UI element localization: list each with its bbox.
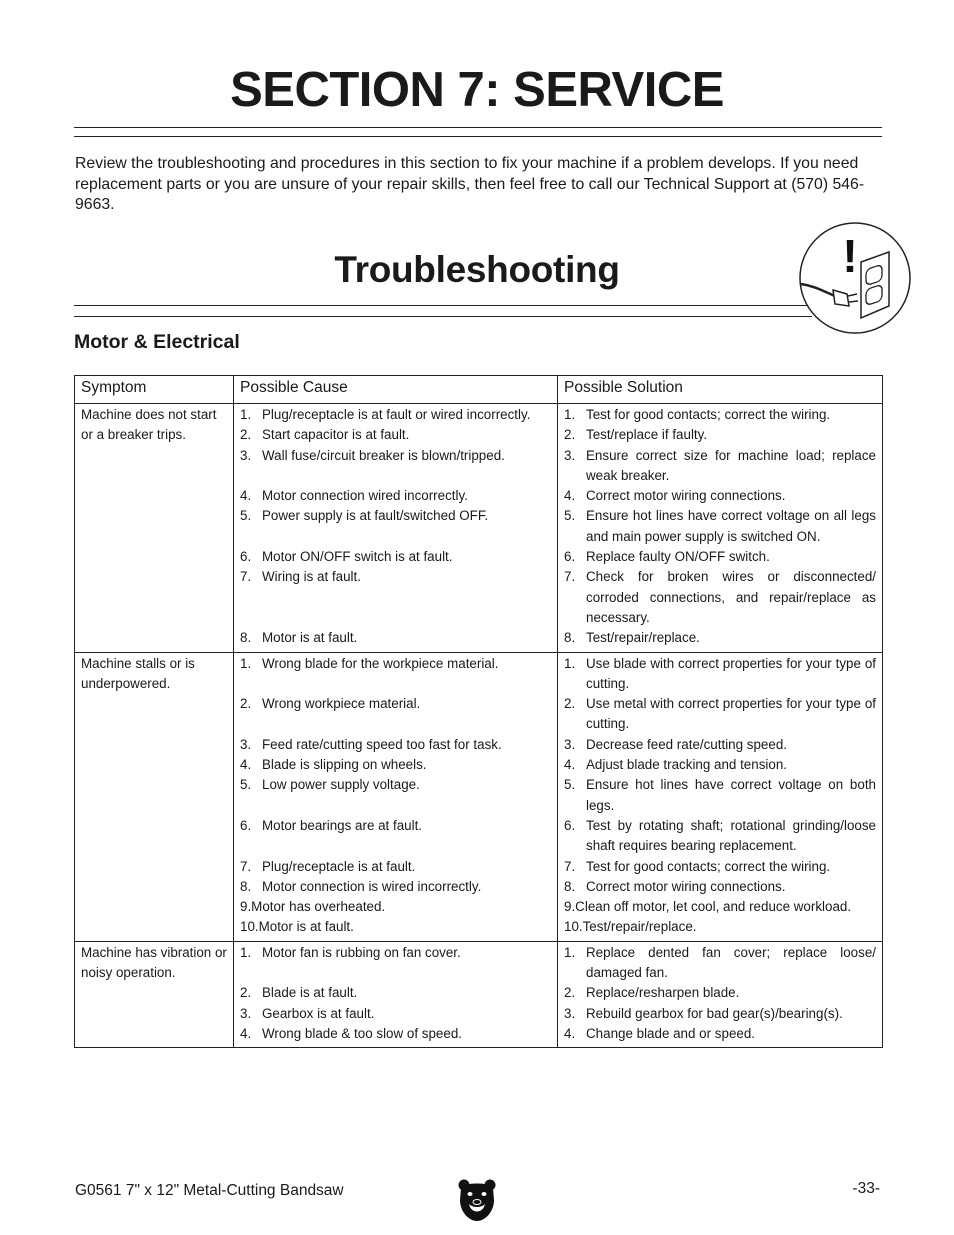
item-number: 2.: [564, 427, 576, 443]
symptom-header: Symptom: [75, 376, 234, 404]
item-number: 5.: [564, 508, 576, 524]
item-number: 4.: [564, 1025, 576, 1041]
item-text: Change blade and or speed.: [586, 1025, 756, 1041]
cause-item: [240, 943, 551, 963]
item-text: Ensure hot lines have correct voltage on both legs.: [586, 777, 876, 813]
motor-electrical-heading: Motor & Electrical: [74, 331, 240, 353]
bear-logo-icon: [457, 1178, 497, 1222]
electrical-warning-icon: [797, 222, 913, 336]
item-text: Test/replace if faulty.: [586, 427, 708, 443]
solution-item: [564, 735, 876, 755]
item-text: Motor connection wired incorrectly.: [262, 488, 468, 504]
title-rule-top: [74, 127, 882, 128]
item-number: 8.: [240, 878, 252, 894]
solution-item: [564, 405, 876, 425]
item-number: 7.: [240, 858, 252, 874]
title-rule-bottom: [74, 136, 882, 137]
item-text: Decrease feed rate/cutting speed.: [586, 736, 787, 752]
solution-item: [564, 628, 876, 648]
item-number: 3.: [240, 736, 252, 752]
page-number: -33-: [852, 1180, 880, 1197]
solution-item: [564, 654, 876, 695]
item-number: 2.: [564, 985, 576, 1001]
item-number: 8.: [240, 630, 252, 646]
item-number: 1.: [240, 655, 252, 671]
item-number: 1.: [564, 944, 576, 960]
solution-item: [564, 1024, 876, 1044]
exclamation-glyph: !: [842, 230, 858, 282]
item-number: 1.: [240, 407, 252, 422]
cause-item: [240, 547, 551, 567]
symptom-cell: Machine has vibration or noisy operation.: [75, 941, 234, 1047]
item-text: Power supply is at fault/switched OFF.: [262, 508, 489, 524]
item-number: 2.: [240, 696, 252, 712]
item-number: 5.: [240, 777, 252, 793]
item-text: Ensure hot lines have correct voltage on all legs and main power supply is switched ON.: [586, 508, 876, 544]
item-text: Test for good contacts; correct the wiring.: [586, 407, 831, 422]
solution-item: [564, 943, 876, 984]
item-text: Test by rotating shaft; rotational grinding/loose shaft requires bearing replacement.: [586, 817, 876, 854]
solution-item: 10.Test/repair/replace.: [564, 919, 697, 935]
symptom-cell: Machine stalls or is underpowered.: [75, 652, 234, 941]
item-text: Plug/receptacle is at fault.: [262, 858, 416, 874]
cause-item: [240, 1024, 551, 1044]
cause-item: [240, 654, 551, 674]
item-text: Use metal with correct properties for your type of cutting.: [586, 696, 876, 732]
item-number: 3.: [564, 736, 576, 752]
solution-cell: [558, 652, 883, 941]
item-number: 4.: [240, 757, 252, 773]
item-number: 1.: [240, 944, 252, 960]
table-row: [75, 404, 883, 653]
item-text: Motor fan is rubbing on fan cover.: [262, 944, 461, 960]
solution-item: [564, 1004, 876, 1024]
solution-item: [564, 547, 876, 567]
cause-item: [240, 1004, 551, 1024]
table-row: [75, 652, 883, 941]
cause-item: [240, 735, 551, 755]
solution-item: 9.Clean off motor, let cool, and reduce workload.: [564, 899, 852, 915]
item-number: 7.: [564, 858, 576, 874]
item-text: Adjust blade tracking and tension.: [586, 757, 787, 773]
cause-item: [240, 983, 551, 1003]
cause-item: [240, 425, 551, 445]
troubleshooting-title: Troubleshooting: [334, 249, 620, 290]
item-text: Gearbox is at fault.: [262, 1005, 375, 1021]
solution-item: [564, 694, 876, 735]
solution-item: [564, 816, 876, 857]
solution-item: [564, 775, 876, 816]
cause-item: [240, 755, 551, 775]
footer-model: G0561 7" x 12" Metal-Cutting Bandsaw: [75, 1182, 344, 1199]
troubleshooting-table: [74, 375, 883, 1048]
cause-item: [240, 405, 551, 425]
cause-item: [240, 694, 551, 714]
item-text: Wrong blade for the workpiece material.: [262, 655, 499, 671]
solution-item: [564, 755, 876, 775]
item-number: 3.: [240, 447, 252, 463]
item-number: 6.: [564, 817, 576, 833]
item-text: Correct motor wiring connections.: [586, 488, 786, 504]
item-text: Motor is at fault.: [262, 630, 358, 646]
item-number: 7.: [564, 569, 576, 585]
item-text: Test/repair/replace.: [586, 630, 700, 646]
item-number: 6.: [564, 549, 576, 565]
item-text: Blade is at fault.: [262, 985, 358, 1001]
troubleshooting-rule-bottom: [74, 316, 812, 317]
item-text: Check for broken wires or disconnected/ corroded connections, and repair/replace as necessary.: [586, 569, 876, 625]
solution-item: [564, 425, 876, 445]
troubleshooting-rule-top: [74, 305, 812, 306]
solution-item: [564, 877, 876, 897]
item-number: 3.: [564, 1005, 576, 1021]
item-text: Feed rate/cutting speed too fast for task.: [262, 736, 502, 752]
cause-item: 10.Motor is at fault.: [240, 919, 354, 935]
item-text: Use blade with correct properties for your type of cutting.: [586, 655, 876, 691]
item-text: Wrong workpiece material.: [262, 696, 421, 712]
cause-cell: [234, 652, 558, 941]
item-text: Test for good contacts; correct the wiring.: [586, 858, 831, 874]
solution-item: [564, 446, 876, 487]
cause-item: [240, 567, 551, 587]
solution-item: [564, 486, 876, 506]
symptom-cell: Machine does not start or a breaker trips.: [75, 404, 234, 653]
item-text: Motor ON/OFF switch is at fault.: [262, 549, 453, 565]
item-number: 2.: [564, 696, 576, 712]
item-text: Blade is slipping on wheels.: [262, 757, 427, 773]
item-number: 1.: [564, 407, 576, 422]
item-number: 2.: [240, 985, 252, 1001]
cause-item: [240, 877, 551, 897]
item-number: 5.: [240, 508, 252, 524]
item-number: 8.: [564, 630, 576, 646]
item-number: 3.: [564, 447, 576, 463]
item-number: 3.: [240, 1005, 252, 1021]
table-row: [75, 941, 883, 1047]
item-text: Ensure correct size for machine load; replace weak breaker.: [586, 447, 876, 483]
cause-item: [240, 816, 551, 836]
item-text: Rebuild gearbox for bad gear(s)/bearing(s).: [586, 1005, 843, 1021]
item-number: 4.: [240, 488, 252, 504]
cause-item: 9.Motor has overheated.: [240, 899, 386, 915]
item-number: 8.: [564, 878, 576, 894]
cause-item: [240, 857, 551, 877]
cause-cell: [234, 941, 558, 1047]
table-header-row: [75, 376, 883, 404]
solution-item: [564, 857, 876, 877]
item-text: Replace/resharpen blade.: [586, 985, 740, 1001]
item-text: Motor connection is wired incorrectly.: [262, 878, 482, 894]
item-number: 4.: [564, 757, 576, 773]
item-number: 5.: [564, 777, 576, 793]
solution-item: [564, 567, 876, 628]
item-text: Plug/receptacle is at fault or wired incorrectly.: [262, 407, 531, 422]
item-number: 4.: [240, 1025, 252, 1041]
solution-header: Possible Solution: [558, 376, 883, 404]
section-title: SECTION 7: SERVICE: [230, 63, 724, 117]
solution-item: [564, 506, 876, 547]
outlet-icon: [861, 252, 889, 318]
item-text: Wall fuse/circuit breaker is blown/tripped.: [262, 447, 505, 463]
item-number: 6.: [240, 549, 252, 565]
item-text: Replace faulty ON/OFF switch.: [586, 549, 770, 565]
item-text: Wrong blade & too slow of speed.: [262, 1025, 462, 1041]
intro-paragraph: Review the troubleshooting and procedures in this section to fix your machine if a problem develops. If you need replacement parts or you are unsure of your repair skills, then feel free to call our Technical Support at (570) 546-9663.: [75, 155, 865, 214]
solution-item: [564, 983, 876, 1003]
cause-item: [240, 775, 551, 795]
item-text: Replace dented fan cover; replace loose/ damaged fan.: [586, 944, 876, 981]
item-number: 4.: [564, 488, 576, 504]
cause-item: [240, 446, 551, 466]
item-text: Motor bearings are at fault.: [262, 817, 423, 833]
solution-cell: [558, 941, 883, 1047]
item-number: 6.: [240, 817, 252, 833]
item-text: Wiring is at fault.: [262, 569, 361, 585]
cause-cell: [234, 404, 558, 653]
item-number: 1.: [564, 655, 576, 671]
item-text: Correct motor wiring connections.: [586, 878, 786, 894]
cause-item: [240, 628, 551, 648]
item-text: Start capacitor is at fault.: [262, 427, 410, 443]
solution-cell: [558, 404, 883, 653]
cause-header: Possible Cause: [234, 376, 558, 404]
item-number: 7.: [240, 569, 252, 585]
cause-item: [240, 506, 551, 526]
cause-item: [240, 486, 551, 506]
item-number: 2.: [240, 427, 252, 443]
item-text: Low power supply voltage.: [262, 777, 420, 793]
